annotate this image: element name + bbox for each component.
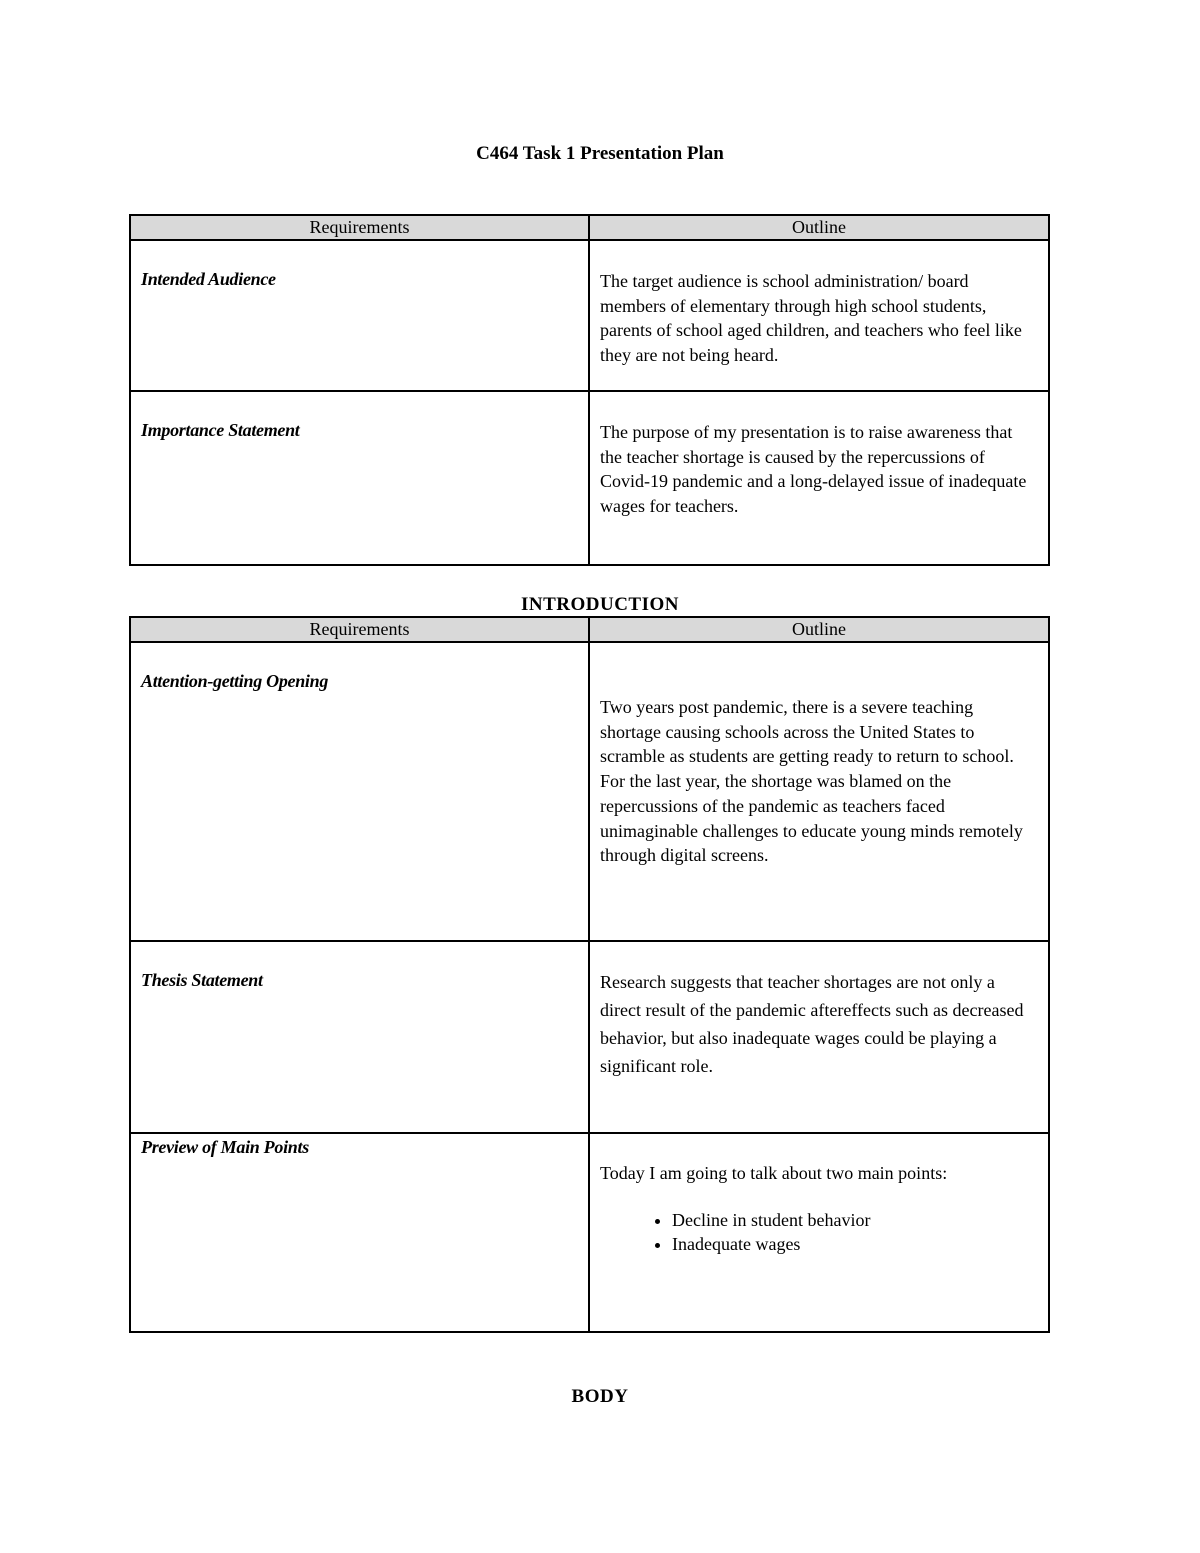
requirement-cell bbox=[130, 1133, 589, 1332]
table-row bbox=[130, 642, 1049, 941]
requirement-label-attention-getting-opening: Attention-getting Opening bbox=[141, 671, 329, 691]
outline-text-thesis-statement: Research suggests that teacher shortages are not only a direct result of the pandemic aftereffects such as decreased behavior, but also inadequate wages could be playing a significant role. bbox=[600, 972, 1024, 1076]
outline-text-importance-statement: The purpose of my presentation is to raise awareness that the teacher shortage is caused by the repercussions of Covid-19 pandemic and a long-delayed issue of inadequate wages for teachers. bbox=[600, 422, 1027, 517]
requirement-cell bbox=[130, 240, 589, 391]
outline-cell bbox=[589, 1133, 1049, 1332]
introduction-heading: INTRODUCTION bbox=[520, 594, 680, 615]
list-item: • Decline in student behavior bbox=[672, 1208, 1038, 1233]
table-row bbox=[130, 240, 1049, 391]
outline-text-intended-audience: The target audience is school administration/ board members of elementary through high school students, parents of school aged children, and teachers who feel like they are not being heard. bbox=[600, 271, 1022, 366]
outline-header: Outline bbox=[589, 617, 1049, 642]
requirement-cell bbox=[130, 391, 589, 565]
audience-table bbox=[129, 214, 1050, 566]
requirement-label-importance-statement: Importance Statement bbox=[141, 420, 300, 440]
main-points-list bbox=[600, 1208, 1038, 1257]
outline-cell bbox=[589, 391, 1049, 565]
table-row bbox=[130, 941, 1049, 1133]
table-row bbox=[130, 391, 1049, 565]
requirement-label-thesis-statement: Thesis Statement bbox=[141, 970, 263, 990]
introduction-table bbox=[129, 616, 1050, 1333]
outline-cell bbox=[589, 941, 1049, 1133]
requirement-label-preview-of-main-points: Preview of Main Points bbox=[141, 1137, 309, 1157]
requirements-header: Requirements bbox=[130, 215, 589, 240]
outline-text-preview-of-main-points: Today I am going to talk about two main points: bbox=[600, 1163, 948, 1183]
outline-cell bbox=[589, 240, 1049, 391]
document-title: C464 Task 1 Presentation Plan bbox=[476, 143, 724, 164]
table-header-row bbox=[130, 215, 1049, 240]
list-item: • Inadequate wages bbox=[672, 1232, 1038, 1257]
outline-text-attention-getting-opening: Two years post pandemic, there is a severe teaching shortage causing schools across the United States to scramble as students are getting ready to return to school. For the last year, the shortage was blamed on the repercussions of the pandemic as teachers faced unimaginable challenges to educate young minds remotely through digital screens. bbox=[600, 697, 1023, 866]
outline-header: Outline bbox=[589, 215, 1049, 240]
outline-cell bbox=[589, 642, 1049, 941]
requirement-cell bbox=[130, 941, 589, 1133]
requirement-cell bbox=[130, 642, 589, 941]
requirement-label-intended-audience: Intended Audience bbox=[141, 269, 276, 289]
table-header-row bbox=[130, 617, 1049, 642]
body-heading: BODY bbox=[571, 1386, 629, 1407]
outline-preview-of-main-points bbox=[590, 1161, 1048, 1257]
table-row bbox=[130, 1133, 1049, 1332]
requirements-header: Requirements bbox=[130, 617, 589, 642]
